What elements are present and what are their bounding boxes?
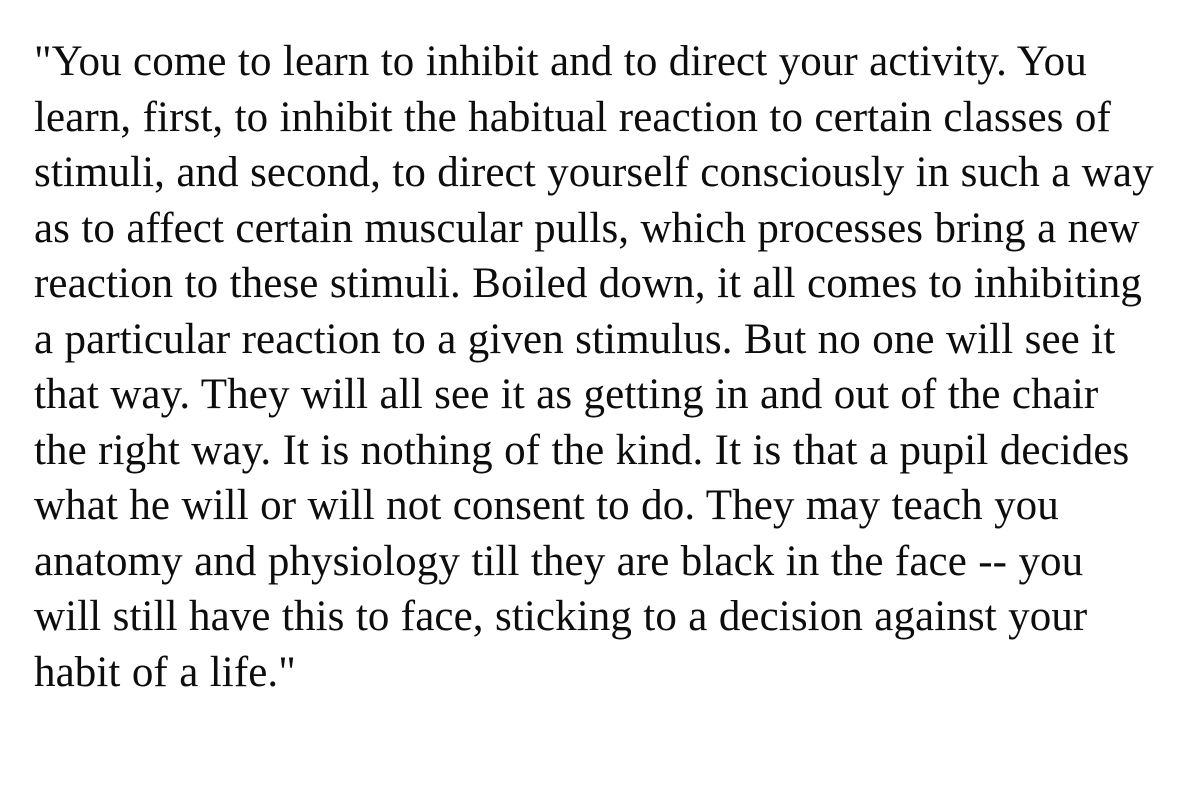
quote-text: "You come to learn to inhibit and to direct your activity. You learn, first, to inhibit the habitual reaction to certain classes of stimuli, and second, to direct yourself consciously in such a way as to affect certain muscular pulls, which processes bring a new reaction to these stimuli. Boiled down, it all comes to inhibiting a particular reaction to a given stimulus. But no one will see it that way. They will all see it as getting in and out of the chair the right way. It is nothing of the kind. It is that a pupil decides what he will or will not consent to do. They may teach you anatomy and physiology till they are black in the face -- you will still have this to face, sticking to a decision against your habit of a life." — [34, 38, 1166, 696]
